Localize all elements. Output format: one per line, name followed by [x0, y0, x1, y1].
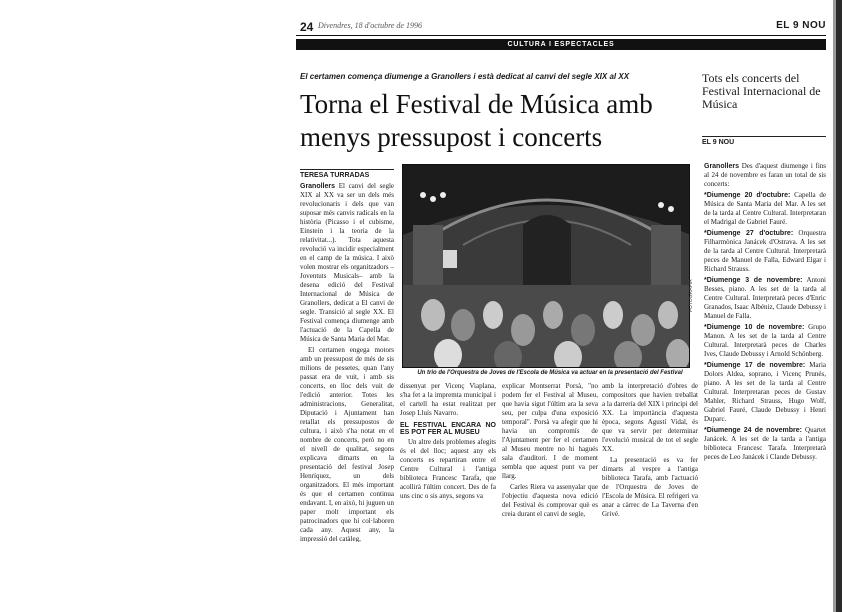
photo-caption: Un trio de l'Orquestra de Joves de l'Escola de Música va actuar en la presentació del Festival	[417, 370, 683, 376]
newspaper-page	[296, 12, 826, 592]
article-subhead: EL FESTIVAL ENCARA NO ES POT FER AL MUSEU	[400, 422, 496, 436]
article-column-3	[502, 382, 598, 542]
page-header	[296, 18, 826, 48]
concert-entry	[704, 229, 826, 274]
concert-entry	[704, 191, 826, 227]
sidebar-intro	[704, 162, 826, 189]
article-column-2	[400, 382, 496, 542]
headline-line-2: menys pressupost i concerts	[300, 122, 603, 152]
section-label: CULTURA I ESPECTACLES	[507, 41, 615, 48]
concert-details: Maria Dolors Aldea, soprano, i Vicenç Prunés, piano. A les set de la tarda al Centre Cultural. Interpretaran peces de Gustav Mahler, Richard Strauss, Hugo Wolf, Gabriel Fauré, Claude Debussy i Henri Duparc.	[704, 361, 826, 423]
article-column-4	[602, 382, 698, 542]
paragraph: El certamen engega motors amb un pressupost de més de sis milions de pessetes, quan l'any passat era de vuit, i amb sis concerts, en lloc dels vuit de l'edició anterior. Totes les administracions, Generalitat, Diputació i Ajuntament han retallat els pressupostos de cultura, i això s'ha notat en el nombre de concerts, però no en el nivell de qualitat, segons explicava dimarts en la presentació del festival Josep Henríquez, un dels organitzadors. El més important és que el certamen continua endavant. I, en això, hi juguen un paper molt important els patrocinadors que hi col·laboren cada any. Aquest any, la impressió del catàleg,	[300, 346, 394, 542]
concert-details: Capella de Música de Santa Maria del Mar. A les set de la tarda al Centre Cultural. Interpretaran el Madrigal de Gabriel Fauré.	[704, 191, 826, 226]
headline-line-1: Torna el Festival de Música amb	[300, 89, 653, 119]
paragraph: La presentació es va fer dimarts al vespre a l'antiga biblioteca Tarafa, amb l'actuació de l'Orquestra de Joves de l'Escola de Música. El refrigeri va anar a càrrec de La Taverna d'en Grivé.	[602, 456, 698, 518]
newspaper-name: EL 9 NOU	[776, 20, 826, 31]
page-number: 24	[300, 20, 314, 34]
sidebar-title: Tots els concerts del Festival Internacional de Música	[702, 71, 821, 111]
concert-date: *Diumenge 17 de novembre:	[704, 362, 806, 369]
article-headline	[300, 88, 700, 154]
sidebar-intro-text: Des d'aquest diumenge i fins al 24 de novembre es faran un total de sis concerts:	[704, 162, 826, 188]
paragraph: Carles Riera va assenyalar que l'objectiu d'aquesta nova edició del Festival és comprovar què es creia durant el canvi de segle,	[502, 483, 598, 518]
byline-rule	[300, 169, 394, 170]
sidebar-source: EL 9 NOU	[702, 139, 735, 146]
concert-entry	[704, 323, 826, 359]
article-column-1	[300, 182, 394, 542]
concert-date: *Diumenge 10 de novembre:	[704, 324, 805, 331]
concert-entry	[704, 426, 826, 462]
section-bar	[296, 39, 826, 50]
photo-credit: FOTOGRAFIA	[688, 279, 694, 312]
article-byline: TERESA TURRADAS	[300, 172, 370, 179]
page-date: Divendres, 18 d'octubre de 1996	[318, 21, 422, 30]
sidebar-dateline: Granollers	[704, 163, 740, 170]
sidebar-rule	[702, 136, 826, 137]
article-photo	[402, 164, 690, 368]
concert-hall-photo	[403, 165, 690, 368]
dateline: Granollers	[300, 183, 336, 190]
concert-details: Orquestra Filharmònica Janácek d'Ostrava. A les set de la tarda al Centre Cultural. Interpretarà peces de Manuel de Falla, Edward Elgar i Richard Strauss.	[704, 229, 826, 273]
paragraph: Un altre dels problemes afegits és el del lloc; aquest any els concerts es repartiran entre el Centre Cultural i l'antiga biblioteca Francesc Tarafa, que acollirà l'últim concert. Des de fa uns cinc o sis anys, segons va	[400, 438, 496, 500]
concert-date: *Diumenge 20 d'octubre:	[704, 192, 791, 199]
concert-details: Quartet Janácek. A les set de la tarda a l'antiga biblioteca Francesc Tarafa. Interpretarà peces de Leo Janácek i Claude Debussy.	[704, 426, 826, 461]
scanner-shadow	[836, 0, 842, 612]
paragraph: dissenyat per Vicenç Viaplana, s'ha fet a la impremta municipal i el cartell ha estat realitzat per Josep Lluís Navarro.	[400, 382, 496, 417]
concert-entry	[704, 361, 826, 424]
concert-entry	[704, 276, 826, 321]
concert-details: Antoni Besses, piano. A les set de la tarda al Centre Cultural. Interpretarà peces d'Enric Granados, Isaac Albéniz, Claude Debussy i Manuel de Falla.	[704, 276, 826, 320]
article-kicker: El certamen comença diumenge a Granollers i està dedicat al canvi del segle XIX al XX	[300, 72, 630, 81]
paragraph: amb la interpretació d'obres de compositors que havien treballat a la darreria del XIX i principi del XX. La importància d'aquesta època, segons Agustí Vidal, és que va servir per determinar l'evolució musical de tot el segle XX.	[602, 382, 698, 453]
concert-date: *Diumenge 3 de novembre:	[704, 277, 803, 284]
header-rule	[296, 35, 826, 36]
sidebar-concert-list	[704, 162, 826, 552]
paragraph-text: El canvi del segle XIX al XX va ser un dels més revolucionaris i dels que van suposar més canvis radicals en la història (Picasso i el cubisme, Einstein i la teoria de la relativitat...). Tota aquesta revolució va incidir especialment en el camp de la música. I això volen mostrar els organitzadors –Joventuts Musicals– amb la desena edició del Festival Internacional de Música de Granollers, dedicat a El canvi de segle. Transició al segle XX. El Festival comença diumenge amb l'actuació de la Capella de Música de Santa Maria del Mar.	[300, 182, 394, 343]
paragraph: explicar Montserrat Porsà, "no podem fer el Festival al Museu, que havia sigut l'últim ara la seva seu, per culpa d'una exposició temporal". Porsà va afegir que hi havia un compromís de l'Ajuntament per fer el certamen al Museu mentre no hi hagués sala d'auditori. I de moment sembla que aquest punt va per llarg.	[502, 382, 598, 480]
paragraph	[300, 182, 394, 344]
concert-details: Grupo Manon. A les set de la tarda al Centre Cultural. Interpretarà peces de Charles Ives, Claude Debussy i Arnold Schönberg.	[704, 323, 826, 358]
concert-date: *Diumenge 24 de novembre:	[704, 427, 802, 434]
concert-date: *Diumenge 27 d'octubre:	[704, 230, 794, 237]
